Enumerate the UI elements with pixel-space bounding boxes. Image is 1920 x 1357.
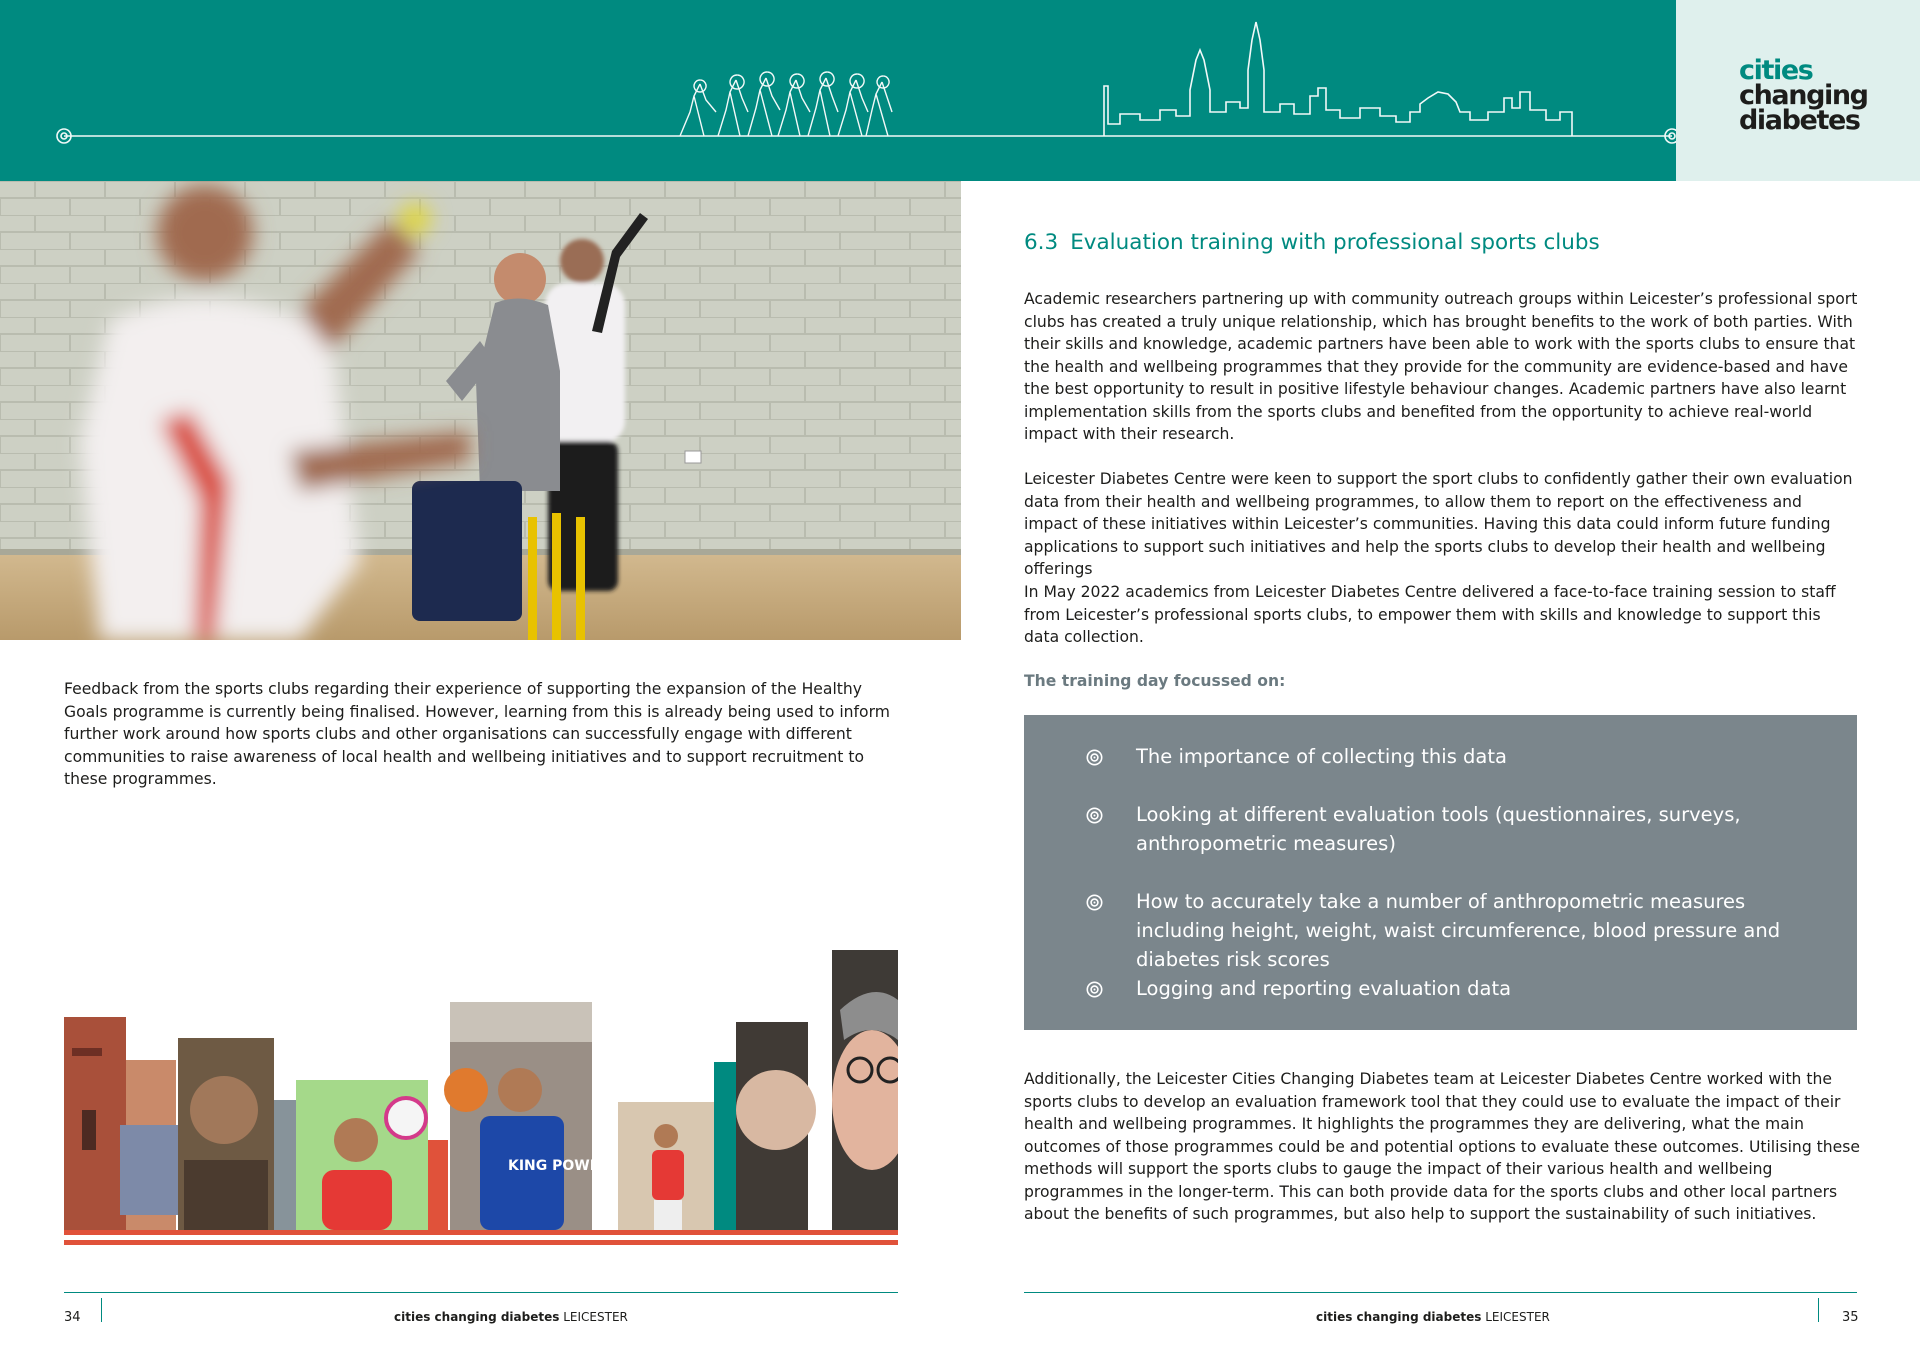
header-banner: [0, 0, 1676, 181]
target-bullet-icon: [1086, 807, 1103, 824]
footer-brand-city: LEICESTER: [1485, 1310, 1550, 1324]
skyline-illustration: [0, 0, 1676, 181]
training-point: [1136, 742, 1836, 771]
training-point: [1136, 887, 1836, 974]
training-points-box: [1024, 715, 1857, 1030]
community-photo-collage: [64, 950, 898, 1250]
logo-panel: [1676, 0, 1920, 181]
section-number: 6.3: [1024, 230, 1059, 255]
right-page-number: 35: [1842, 1310, 1859, 1325]
training-point-text: Logging and reporting evaluation data: [1136, 977, 1512, 1000]
kit-sponsor-text: KING POWER: [508, 1158, 611, 1174]
cities-changing-diabetes-logo: [1739, 55, 1868, 136]
training-point-text: The importance of collecting this data: [1136, 745, 1507, 768]
training-point-text: How to accurately take a number of anthropometric measures including height, weight, waist circumference, blood pressure and diabetes risk scores: [1136, 890, 1781, 971]
left-page-number: 34: [64, 1310, 81, 1325]
left-page-paragraph: Feedback from the sports clubs regarding their experience of supporting the expansion of the Healthy Goals programme is currently being finalised. However, learning from this is already being used to inform further work around how sports clubs and other organisations can successfully engage with different communities to raise awareness of local health and wellbeing initiatives and to support recruitment to these programmes.: [64, 680, 890, 788]
footer-brand-bold: cities changing diabetes: [1316, 1310, 1482, 1324]
cricket-photo: [0, 181, 961, 640]
target-bullet-icon: [1086, 749, 1103, 766]
body-paragraph-1: Academic researchers partnering up with community outreach groups within Leicester’s professional sport clubs has created a truly unique relationship, which has brought benefits to the work of both parties. With their skills and knowledge, academic partners have been able to work with the sports clubs to ensure that the health and wellbeing programmes that they provide for the community are evidence-based and have the best opportunity to result in positive lifestyle behaviour changes. Academic partners have also learnt implementation skills from the sports clubs and benefited from the opportunity to achieve real-world impact with their research.: [1024, 290, 1858, 443]
body-paragraph-3: In May 2022 academics from Leicester Diabetes Centre delivered a face-to-face training session to staff from Leicester’s professional sports clubs, to empower them with skills and knowledge to support this data collection.: [1024, 583, 1836, 646]
training-point: [1136, 800, 1836, 858]
target-bullet-icon: [1086, 981, 1103, 998]
logo-line-2: changing: [1739, 80, 1868, 111]
footer-brand-bold: cities changing diabetes: [394, 1310, 560, 1324]
logo-line-3: diabetes: [1739, 105, 1860, 136]
training-point: [1136, 974, 1836, 1003]
left-footer-brand: [394, 1310, 628, 1324]
left-footer-tick: [101, 1298, 102, 1322]
training-heading: The training day focussed on:: [1024, 672, 1286, 690]
right-footer-tick: [1818, 1298, 1819, 1322]
body-paragraph-2: Leicester Diabetes Centre were keen to support the sport clubs to confidently gather their own evaluation data from their health and wellbeing programmes, to allow them to report on the effectiveness and impact of these initiatives within Leicester’s communities. Having this data could inform future funding applications to support such initiatives and help the sports clubs to develop their health and wellbeing offerings: [1024, 470, 1853, 578]
section-heading: [1024, 230, 1600, 255]
left-footer-rule: [64, 1292, 898, 1293]
logo-line-1: cities: [1739, 55, 1813, 86]
footer-brand-city: LEICESTER: [563, 1310, 628, 1324]
section-title: Evaluation training with professional sports clubs: [1070, 230, 1600, 255]
right-footer-rule: [1024, 1292, 1857, 1293]
closing-paragraph: Additionally, the Leicester Cities Changing Diabetes team at Leicester Diabetes Centre worked with the sports clubs to develop an evaluation framework tool that they could use to evaluate the impact of their health and wellbeing programmes. It highlights the programmes they are delivering, what the main outcomes of those programmes could be and potential options to evaluate these outcomes. Utilising these methods will support the sports clubs to gauge the impact of their various health and wellbeing programmes in the longer-term. This can both provide data for the sports clubs and other local partners about the benefits of such programmes, but also help to support the sustainability of such initiatives.: [1024, 1070, 1860, 1223]
right-footer-brand: [1316, 1310, 1550, 1324]
training-point-text: Looking at different evaluation tools (questionnaires, surveys, anthropometric measures): [1136, 803, 1741, 855]
target-bullet-icon: [1086, 894, 1103, 911]
